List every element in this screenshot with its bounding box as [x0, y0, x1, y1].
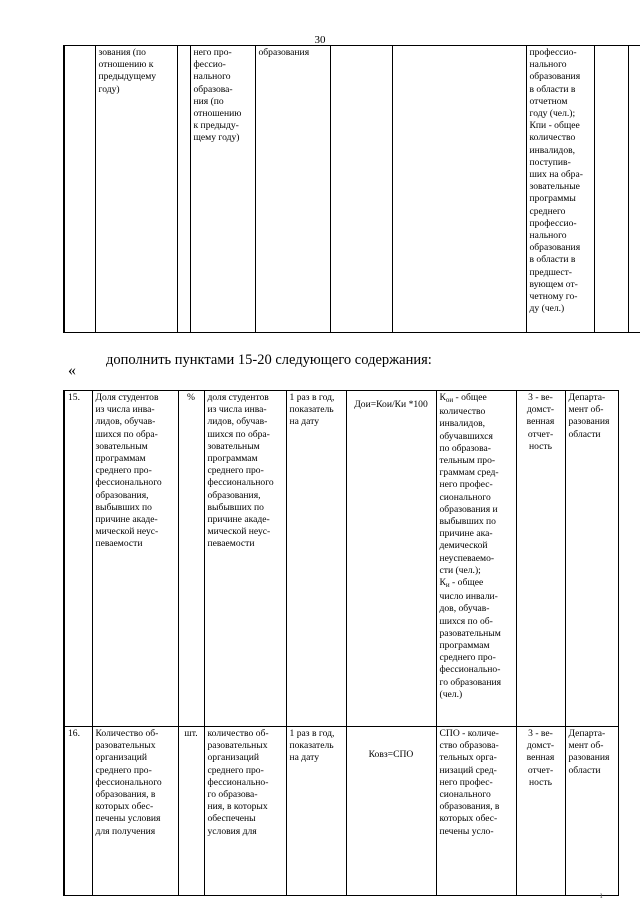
- text-line: отчетном: [529, 95, 568, 107]
- cell-unit: %: [178, 391, 204, 727]
- text-line: низаций сред-: [439, 764, 497, 776]
- cell-name: [92, 391, 178, 727]
- text-line: певаемости: [207, 538, 255, 550]
- text-line: мент об-: [568, 740, 604, 752]
- text-line: поступив-: [529, 156, 571, 168]
- text-line: программы: [529, 193, 576, 205]
- text-line: причине ака-: [439, 528, 493, 540]
- text-line: инвалидов,: [439, 418, 486, 430]
- text-line: него про-: [193, 47, 232, 58]
- text-line: венная: [526, 752, 555, 764]
- text-line: среднего про-: [95, 465, 152, 477]
- text-line: предыдущему: [98, 71, 157, 83]
- text-line: Доля студентов: [95, 392, 159, 403]
- text-line: разовательным: [439, 627, 501, 639]
- cell-formula: Ковз=СПО: [346, 727, 436, 896]
- text-line: области: [568, 428, 601, 440]
- text-line: Департа-: [568, 728, 606, 739]
- text-line: четному го-: [529, 291, 578, 303]
- text-line: обеспечены: [207, 813, 256, 825]
- text-line: $К_и$ - общее: [439, 577, 484, 590]
- cell-name: [92, 727, 178, 896]
- text-line: на дату: [289, 752, 320, 764]
- cell-period: [286, 391, 346, 727]
- text-line: показатель: [289, 740, 334, 752]
- cell-num: 16.: [64, 727, 92, 896]
- continuation-table: [63, 45, 640, 333]
- text-line: организаций: [95, 752, 148, 764]
- text-line: количество об-: [207, 728, 269, 739]
- text-line: отчет-: [527, 428, 554, 440]
- text-line: певаемости: [95, 538, 143, 550]
- text-line: на дату: [289, 416, 320, 428]
- text-line: году): [98, 83, 120, 95]
- text-line: для получения: [95, 825, 156, 837]
- cell-unit: шт.: [178, 727, 204, 896]
- text-line: печены усло-: [439, 825, 494, 837]
- text-line: граммам сред-: [439, 467, 499, 479]
- text-line: ность: [529, 440, 552, 452]
- cell-definition: [204, 391, 286, 727]
- cell-empty: [392, 46, 526, 333]
- text-line: количество: [529, 132, 576, 144]
- text-line: мической неус-: [207, 526, 271, 538]
- text-line: к предыду-: [193, 120, 239, 132]
- cell-name: [95, 46, 177, 333]
- text-line: причине акаде-: [207, 514, 270, 526]
- text-line: ду (чел.): [529, 303, 565, 315]
- text-line: ство образова-: [439, 740, 499, 752]
- text-line: фессио-: [193, 59, 226, 71]
- text-line: лидов, обучав-: [95, 416, 156, 428]
- text-line: СПО - количе-: [439, 728, 499, 739]
- text-line: выбывших по: [95, 501, 152, 513]
- text-line: отчет-: [527, 764, 554, 776]
- text-line: сионального: [439, 491, 491, 503]
- cell-source: [516, 727, 565, 896]
- text-line: программам: [439, 640, 490, 652]
- text-line: домст-: [526, 404, 555, 416]
- text-line: ших на обра-: [529, 169, 583, 181]
- text-line: которых обес-: [95, 801, 154, 813]
- text-line: 1 раз в год,: [289, 728, 335, 739]
- text-line: по образова-: [439, 442, 491, 454]
- text-line: сти (чел.);: [439, 564, 481, 576]
- text-line: образования и: [439, 503, 498, 515]
- text-line: Департа-: [568, 392, 606, 403]
- text-line: него профес-: [439, 479, 493, 491]
- text-line: среднего: [529, 205, 566, 217]
- text-line: из числа инва-: [95, 404, 155, 416]
- text-line: среднего про-: [207, 764, 264, 776]
- cell-unit: [177, 46, 190, 333]
- table-row: [64, 727, 618, 896]
- text-line: (чел.): [439, 688, 463, 700]
- text-line: неуспеваемо-: [439, 552, 495, 564]
- table-row: [64, 391, 618, 727]
- text-line: образова-: [193, 83, 233, 95]
- text-line: мической неус-: [95, 526, 159, 538]
- cell-variables: [526, 46, 594, 333]
- text-line: нального: [529, 59, 567, 71]
- text-line: профессио-: [529, 47, 577, 58]
- text-line: шихся по об-: [439, 615, 493, 627]
- table-row: [64, 46, 640, 333]
- text-line: ния (по: [193, 95, 224, 107]
- text-line: показатель: [289, 404, 334, 416]
- cell-period: [286, 727, 346, 896]
- text-line: в области в: [529, 83, 576, 95]
- text-line: среднего про-: [439, 652, 496, 664]
- text-line: него профес-: [439, 776, 493, 788]
- cell-formula: [330, 46, 392, 333]
- text-line: программам: [95, 453, 146, 465]
- cell-variables: [436, 727, 516, 896]
- text-line: зовательным: [207, 440, 260, 452]
- text-line: нального: [529, 230, 567, 242]
- amendment-heading: дополнить пунктами 15-20 следующего содержания:: [106, 352, 432, 368]
- text-line: го образования: [439, 676, 501, 688]
- opening-quote: «: [68, 362, 76, 379]
- text-line: разования: [568, 416, 610, 428]
- cell-responsible: [565, 727, 618, 896]
- cell-responsible: [565, 391, 618, 727]
- text-line: программам: [207, 453, 258, 465]
- text-line: тельным про-: [439, 455, 496, 467]
- cell-formula: Дои=Кои/Ки *100: [346, 391, 436, 727]
- text-line: разования: [568, 752, 610, 764]
- page-number: 30: [314, 34, 326, 46]
- text-line: образования, в: [95, 789, 156, 801]
- scan-mark: ı: [600, 890, 603, 900]
- cell-period: [255, 46, 330, 333]
- text-line: образования: [258, 47, 310, 58]
- text-line: предшест-: [529, 266, 572, 278]
- text-line: причине акаде-: [95, 514, 158, 526]
- text-line: образования, в: [439, 801, 500, 813]
- text-line: разовательных: [95, 740, 156, 752]
- text-line: доля студентов: [207, 392, 269, 403]
- cell-variables: [436, 391, 516, 727]
- text-line: профессио-: [529, 217, 577, 229]
- text-line: области: [568, 764, 601, 776]
- text-line: организаций: [207, 752, 260, 764]
- cell-num: [64, 46, 95, 333]
- text-line: фессионально-: [439, 664, 501, 676]
- cell-source: [594, 46, 628, 333]
- text-line: 3 - ве-: [528, 392, 553, 403]
- text-line: демической: [439, 540, 488, 552]
- text-line: инвалидов,: [529, 144, 576, 156]
- text-line: отношению к: [98, 59, 154, 71]
- indicators-table: [63, 390, 619, 896]
- text-line: дов, обучав-: [439, 603, 490, 615]
- text-line: 3 - ве-: [528, 728, 553, 739]
- text-line: разовательных: [207, 740, 268, 752]
- text-line: фессионального: [207, 477, 274, 489]
- text-line: тельных орга-: [439, 752, 497, 764]
- text-line: шихся по обра-: [207, 428, 270, 440]
- text-line: $К_{ои}$ - общее: [439, 392, 487, 404]
- text-line: зовательные: [529, 181, 580, 193]
- text-line: среднего про-: [95, 764, 152, 776]
- text-line: Кпи - общее: [529, 120, 580, 132]
- text-line: нального: [193, 71, 231, 83]
- cell-definition: [190, 46, 255, 333]
- text-line: которых обес-: [439, 813, 498, 825]
- text-line: число инвали-: [439, 591, 498, 603]
- text-line: мент об-: [568, 404, 604, 416]
- text-line: щему году): [193, 132, 240, 144]
- text-line: венная: [526, 416, 555, 428]
- text-line: ния, в которых: [207, 801, 268, 813]
- text-line: лидов, обучав-: [207, 416, 268, 428]
- text-line: сионального: [439, 789, 491, 801]
- cell-responsible: [628, 46, 640, 333]
- text-line: зования (по: [98, 47, 146, 58]
- text-line: количество: [439, 406, 486, 418]
- text-line: фессионального: [95, 776, 162, 788]
- text-line: фессионально-: [207, 776, 269, 788]
- text-line: обучавшихся: [439, 430, 493, 442]
- text-line: печены условия: [95, 813, 161, 825]
- text-line: ность: [529, 776, 552, 788]
- text-line: домст-: [526, 740, 555, 752]
- text-line: фессионального: [95, 477, 162, 489]
- text-line: образования,: [95, 489, 149, 501]
- text-line: зовательным: [95, 440, 148, 452]
- text-line: вующем от-: [529, 278, 578, 290]
- text-line: среднего про-: [207, 465, 264, 477]
- text-line: шихся по обра-: [95, 428, 158, 440]
- text-line: 1 раз в год,: [289, 392, 335, 403]
- text-line: году (чел.);: [529, 108, 576, 120]
- text-line: отношению: [193, 108, 242, 120]
- text-line: выбывших по: [207, 501, 264, 513]
- text-line: го образова-: [207, 789, 258, 801]
- cell-num: 15.: [64, 391, 92, 727]
- text-line: образования: [529, 71, 581, 83]
- text-line: Количество об-: [95, 728, 159, 739]
- text-line: условия для: [207, 825, 257, 837]
- text-line: в области в: [529, 254, 576, 266]
- text-line: из числа инва-: [207, 404, 267, 416]
- text-line: образования,: [207, 489, 261, 501]
- cell-definition: [204, 727, 286, 896]
- text-line: выбывших по: [439, 516, 496, 528]
- text-line: образования: [529, 242, 581, 254]
- cell-source: [516, 391, 565, 727]
